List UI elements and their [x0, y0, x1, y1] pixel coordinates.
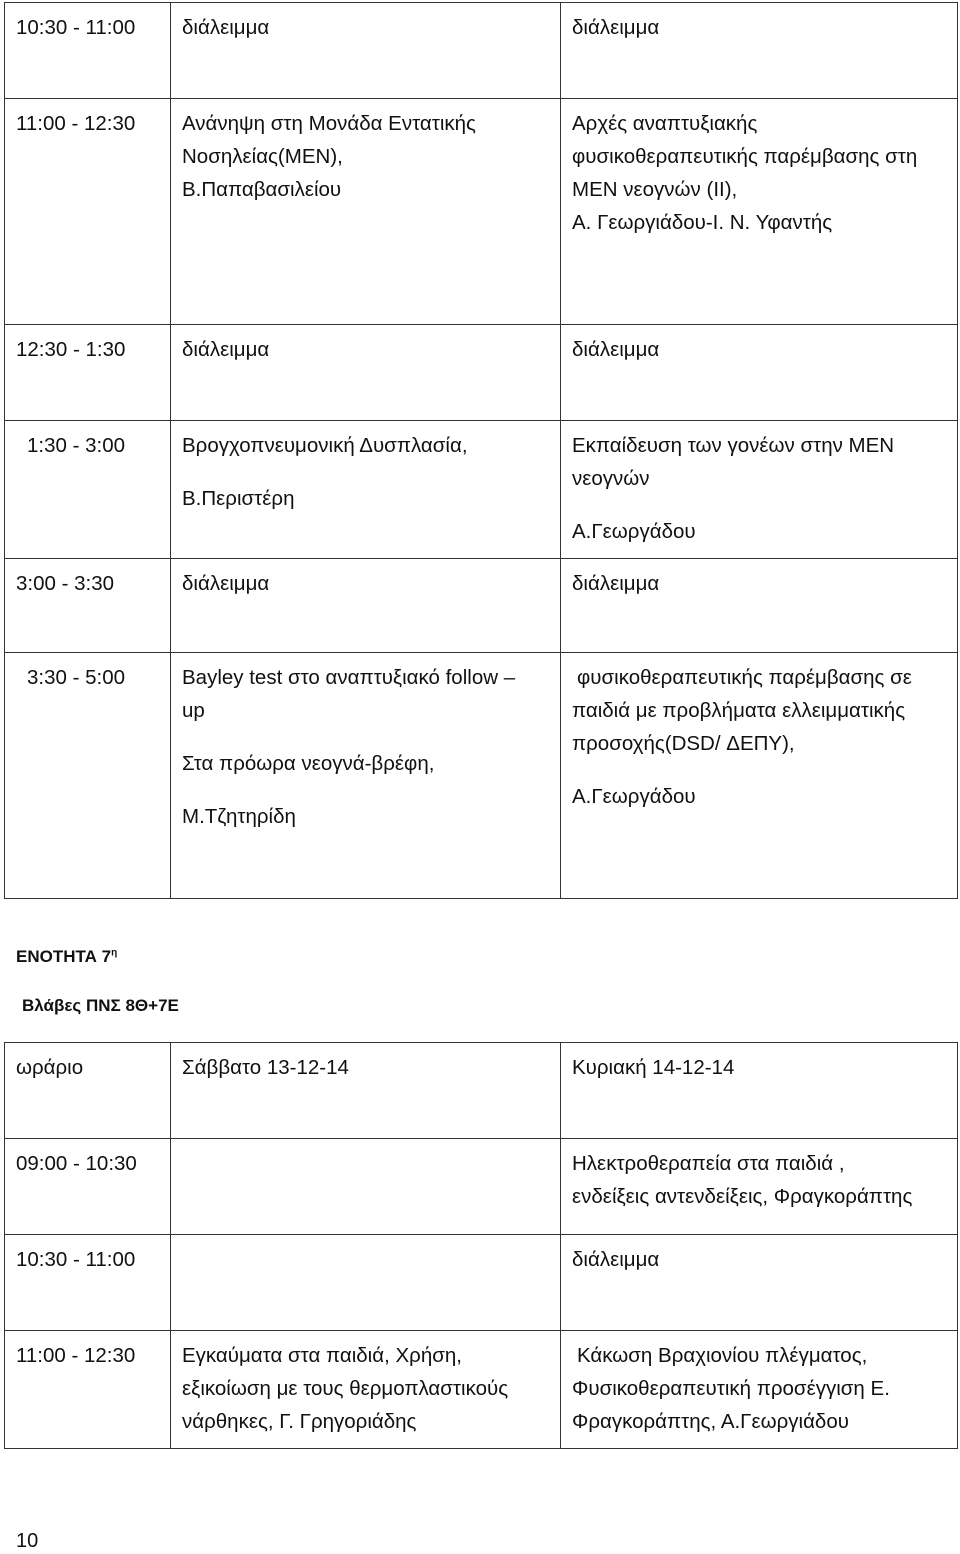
section-title: ΕΝΟΤΗΤΑ $7^\eta$ [16, 947, 118, 966]
section-title-superscript: η [111, 947, 118, 959]
sunday-cell: διάλειμμα [561, 1235, 958, 1331]
table-row [5, 1235, 958, 1331]
saturday-cell: Bayley test στο αναπτυξιακό follow – up Στα πρόωρα νεογνά-βρέφη, Μ.Τζητηρίδη [171, 653, 561, 899]
saturday-cell: διάλειμμα [171, 3, 561, 99]
section-subtitle: Βλάβες ΠΝΣ 8Θ+7Ε [22, 996, 179, 1015]
header-saturday: Σάββατο 13-12-14 [171, 1043, 561, 1139]
time-cell: 11:00 - 12:30 [5, 99, 171, 325]
header-time: ωράριο [5, 1043, 171, 1139]
time-cell: 11:00 - 12:30 [5, 1331, 171, 1449]
sunday-cell: διάλειμμα [561, 325, 958, 421]
sunday-cell: Εκπαίδευση των γονέων στην ΜΕΝ νεογνών Α.Γεωργάδου [561, 421, 958, 559]
sunday-cell: Αρχές αναπτυξιακής φυσικοθεραπευτικής παρέμβασης στη ΜΕΝ νεογνών (ΙΙ), Α. Γεωργιάδου-Ι. Ν. Υφαντής [561, 99, 958, 325]
sunday-cell: φυσικοθεραπευτικής παρέμβασης σε παιδιά με προβλήματα ελλειμματικής προσοχής(DSD/ ΔΕΠΥ), Α.Γεωργάδου [561, 653, 958, 899]
time-cell: 3:00 - 3:30 [5, 559, 171, 653]
time-cell: 10:30 - 11:00 [5, 1235, 171, 1331]
saturday-cell: Ανάνηψη στη Μονάδα Εντατικής Νοσηλείας(ΜΕΝ), Β.Παπαβασιλείου [171, 99, 561, 325]
time-cell: 3:30 - 5:00 [5, 653, 171, 899]
time-cell: 09:00 - 10:30 [5, 1139, 171, 1235]
time-cell: 1:30 - 3:00 [5, 421, 171, 559]
saturday-cell: διάλειμμα [171, 559, 561, 653]
table-row [5, 99, 958, 325]
table-row [5, 1331, 958, 1449]
saturday-cell: Εγκαύματα στα παιδιά, Χρήση, εξικοίωση με τους θερμοπλαστικούς νάρθηκες, Γ. Γρηγοριάδης [171, 1331, 561, 1449]
time-cell: 10:30 - 11:00 [5, 3, 171, 99]
table-row [5, 653, 958, 899]
schedule-table-2 [4, 1042, 958, 1449]
table-row [5, 325, 958, 421]
saturday-cell [171, 1235, 561, 1331]
sunday-cell: Ηλεκτροθεραπεία στα παιδιά , ενδείξεις αντενδείξεις, Φραγκοράπτης [561, 1139, 958, 1235]
table-row [5, 421, 958, 559]
saturday-cell: Βρογχοπνευμονική Δυσπλασία, Β.Περιστέρη [171, 421, 561, 559]
sunday-cell: Κάκωση Βραχιονίου πλέγματος, Φυσικοθεραπευτική προσέγγιση Ε. Φραγκοράπτης, Α.Γεωργιάδου [561, 1331, 958, 1449]
page-number: 10 [16, 1530, 39, 1552]
header-sunday: Κυριακή 14-12-14 [561, 1043, 958, 1139]
table-header-row [5, 1043, 958, 1139]
sunday-cell: διάλειμμα [561, 3, 958, 99]
table-row [5, 1139, 958, 1235]
saturday-cell: διάλειμμα [171, 325, 561, 421]
time-cell: 12:30 - 1:30 [5, 325, 171, 421]
table-row [5, 559, 958, 653]
schedule-table-1 [4, 2, 958, 899]
sunday-cell: διάλειμμα [561, 559, 958, 653]
table-row [5, 3, 958, 99]
saturday-cell [171, 1139, 561, 1235]
